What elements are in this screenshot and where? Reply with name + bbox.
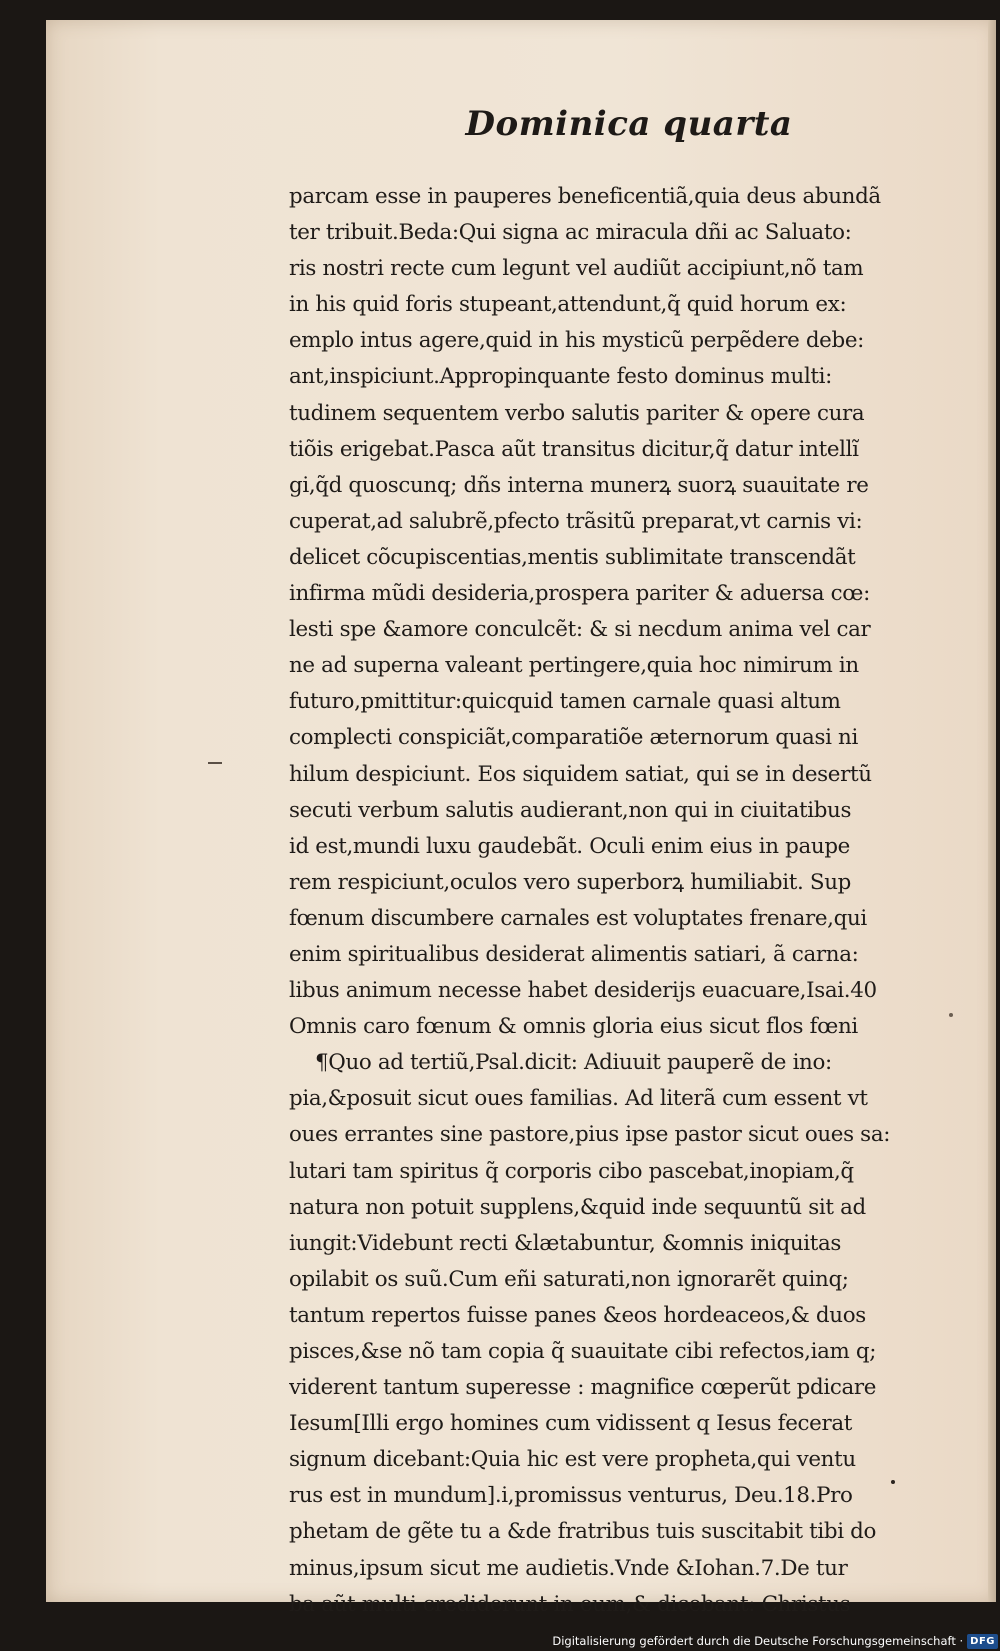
- text-line: pia,&posuit sicut oues familias. Ad literã cum essent vt: [289, 1086, 868, 1112]
- text-line: ris nostri recte cum legunt vel audiũt accipiunt,nõ tam: [289, 256, 864, 282]
- text-line: rus est in mundum].i,promissus venturus, Deu.18.Pro: [289, 1483, 853, 1509]
- text-line: phetam de gẽte tu a &de fratribus tuis suscitabit tibi do: [289, 1519, 877, 1545]
- text-line: secuti verbum salutis audierant,non qui in ciuitatibus: [289, 797, 852, 823]
- book-page: [46, 20, 996, 1617]
- digitization-credit-text: Digitalisierung gefördert durch die Deutsche Forschungsgemeinschaft ·: [552, 1634, 964, 1648]
- dfg-logo: DFG: [967, 1634, 998, 1649]
- text-line: delicet cõcupiscentias,mentis sublimitate transcendãt: [289, 544, 856, 570]
- text-line: Iesum[Illi ergo homines cum vidissent q Iesus fecerat: [289, 1411, 852, 1437]
- text-line: in his quid foris stupeant,attendunt,q̃ quid horum ex:: [289, 292, 847, 318]
- text-line: libus animum necesse habet desiderijs euacuare,Isai.40: [289, 978, 877, 1004]
- text-line: natura non potuit supplens,&quid inde sequuntũ sit ad: [289, 1194, 866, 1220]
- text-line: enim spiritualibus desiderat alimentis satiari, ã carna:: [289, 941, 859, 967]
- text-line: viderent tantum superesse : magnifice cœperũt pdicare: [289, 1375, 877, 1401]
- text-line: oues errantes sine pastore,pius ipse pastor sicut oues sa:: [289, 1122, 891, 1148]
- text-line: futuro,pmittitur:quicquid tamen carnale quasi altum: [289, 689, 841, 715]
- text-line: ne ad superna valeant pertingere,quia hoc nimirum in: [289, 653, 859, 679]
- text-line: gi,q̃d quoscunq; dñs interna munerꝝ suorꝝ suauitate re: [289, 472, 869, 498]
- digitization-credit: [552, 1631, 998, 1651]
- text-line: ant,inspiciunt.Appropinquante festo dominus multi:: [289, 364, 833, 390]
- text-line: lesti spe &amore conculcẽt: & si necdum anima vel car: [289, 617, 871, 643]
- running-header-text: Dominica quarta: [465, 104, 793, 144]
- text-line: tantum repertos fuisse panes &eos hordeaceos,& duos: [289, 1302, 866, 1328]
- text-line: cuperat,ad salubrẽ,pfecto trãsitũ preparat,vt carnis vi:: [289, 508, 863, 534]
- text-line: Omnis caro fœnum & omnis gloria eius sicut flos fœni: [289, 1014, 858, 1040]
- text-line: minus,ipsum sicut me audietis.Vnde &Iohan.7.De tur: [289, 1555, 848, 1581]
- text-line: opilabit os suũ.Cum eñi saturati,non ignorarẽt quinq;: [289, 1266, 849, 1292]
- text-line: parcam esse in pauperes beneficentiã,quia deus abundã: [289, 184, 881, 209]
- page-edge: [988, 20, 996, 1602]
- text-line: iungit:Videbunt recti &lætabuntur, &omnis iniquitas: [289, 1230, 842, 1256]
- text-line: fœnum discumbere carnales est voluptates frenare,qui: [289, 905, 867, 931]
- text-line: hilum despiciunt. Eos siquidem satiat, qui se in desertũ: [289, 761, 872, 787]
- text-line: infirma mũdi desideria,prospera pariter & aduersa cœ:: [289, 581, 870, 607]
- ink-dot-mark: [949, 1013, 953, 1017]
- margin-dash-mark: [208, 762, 222, 764]
- text-line: signum dicebant:Quia hic est vere propheta,qui ventu: [289, 1447, 856, 1473]
- text-line: id est,mundi luxu gaudebãt. Oculi enim eius in paupe: [289, 833, 850, 859]
- text-line: tudinem sequentem verbo salutis pariter & opere cura: [289, 400, 865, 426]
- paragraph-start-line: ¶Quo ad tertiũ,Psal.dicit: Adiuuit pauperẽ de ino:: [315, 1050, 832, 1076]
- text-line: lutari tam spiritus q̃ corporis cibo pascebat,inopiam,q̃: [289, 1158, 854, 1184]
- text-line: complecti conspiciãt,comparatiõe æternorum quasi ni: [289, 725, 858, 751]
- ink-dot-mark: [891, 1480, 895, 1484]
- text-line: tiõis erigebat.Pasca aũt transitus dicitur,q̃ datur intellĩ: [289, 436, 859, 462]
- text-line: emplo intus agere,quid in his mysticũ perpẽdere debe:: [289, 328, 864, 354]
- text-line: rem respiciunt,oculos vero superborꝝ humiliabit. Sup: [289, 869, 851, 895]
- text-line: ba aũt multi crediderunt in eum,& dicebant: Christus: [289, 1591, 851, 1617]
- body-text: [289, 179, 957, 1623]
- text-line: ter tribuit.Beda:Qui signa ac miracula dñi ac Saluato:: [289, 220, 852, 246]
- running-header: [46, 104, 996, 144]
- text-line: pisces,&se nõ tam copia q̃ suauitate cibi refectos,iam q;: [289, 1339, 877, 1364]
